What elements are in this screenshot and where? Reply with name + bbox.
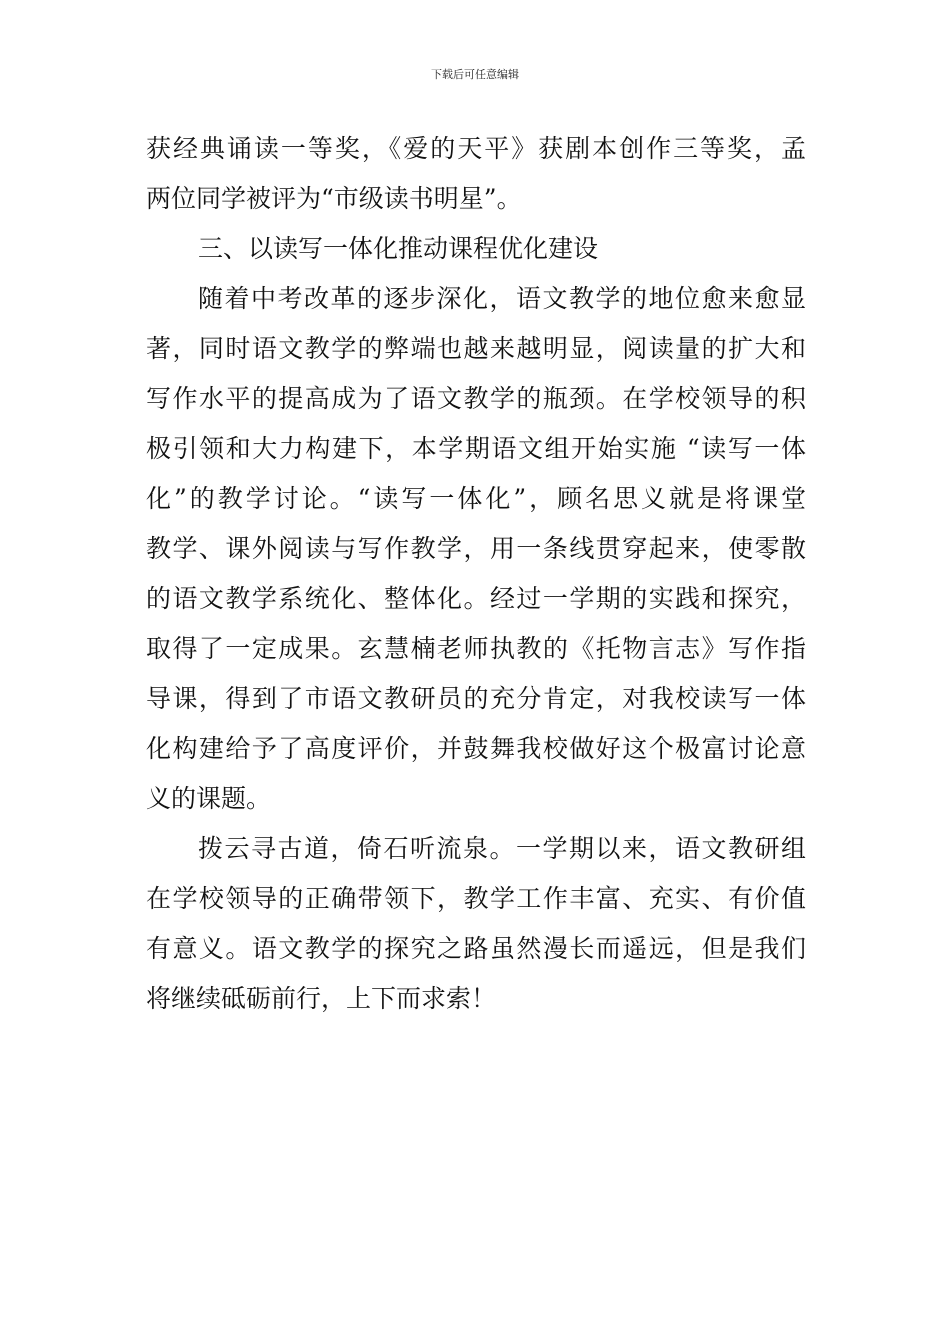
paragraph-line: 的语文教学系统化、整体化。经过一学期的实践和探究，	[146, 584, 806, 613]
paragraph-line: 拨云寻古道，倚石听流泉。一学期以来，语文教研组	[198, 834, 806, 863]
section-heading: 三、以读写一体化推动课程优化建设	[198, 234, 599, 263]
paragraph-line: 教学、课外阅读与写作教学，用一条线贯穿起来，使零散	[146, 534, 806, 563]
paragraph-line: 极引领和大力构建下，本学期语文组开始实施 “读写一体	[146, 434, 806, 463]
paragraph-line: 获经典诵读一等奖，《爱的天平》获剧本创作三等奖，孟	[146, 134, 806, 163]
paragraph-line: 将继续砥砺前行，上下而求索！	[146, 984, 497, 1013]
download-note: 下载后可任意编辑	[431, 68, 519, 81]
paragraph-line: 在学校领导的正确带领下，教学工作丰富、充实、有价值	[146, 884, 806, 913]
paragraph-line: 写作水平的提高成为了语文教学的瓶颈。在学校领导的积	[146, 384, 806, 413]
document-body	[146, 124, 806, 1024]
paragraph-line: 化”的教学讨论。“读写一体化”，顾名思义就是将课堂	[146, 484, 806, 513]
paragraph-line: 两位同学被评为“市级读书明星”。	[146, 184, 522, 213]
paragraph-line: 有意义。语文教学的探究之路虽然漫长而遥远，但是我们	[146, 934, 806, 963]
paragraph-line: 化构建给予了高度评价，并鼓舞我校做好这个极富讨论意	[146, 734, 806, 763]
paragraph-line: 取得了一定成果。玄慧楠老师执教的《托物言志》写作指	[146, 634, 806, 663]
paragraph-line: 随着中考改革的逐步深化，语文教学的地位愈来愈显	[198, 284, 806, 313]
paragraph-line: 著，同时语文教学的弊端也越来越明显，阅读量的扩大和	[146, 334, 806, 363]
paragraph-line: 导课，得到了市语文教研员的充分肯定，对我校读写一体	[146, 684, 806, 713]
paragraph-line: 义的课题。	[146, 784, 272, 813]
